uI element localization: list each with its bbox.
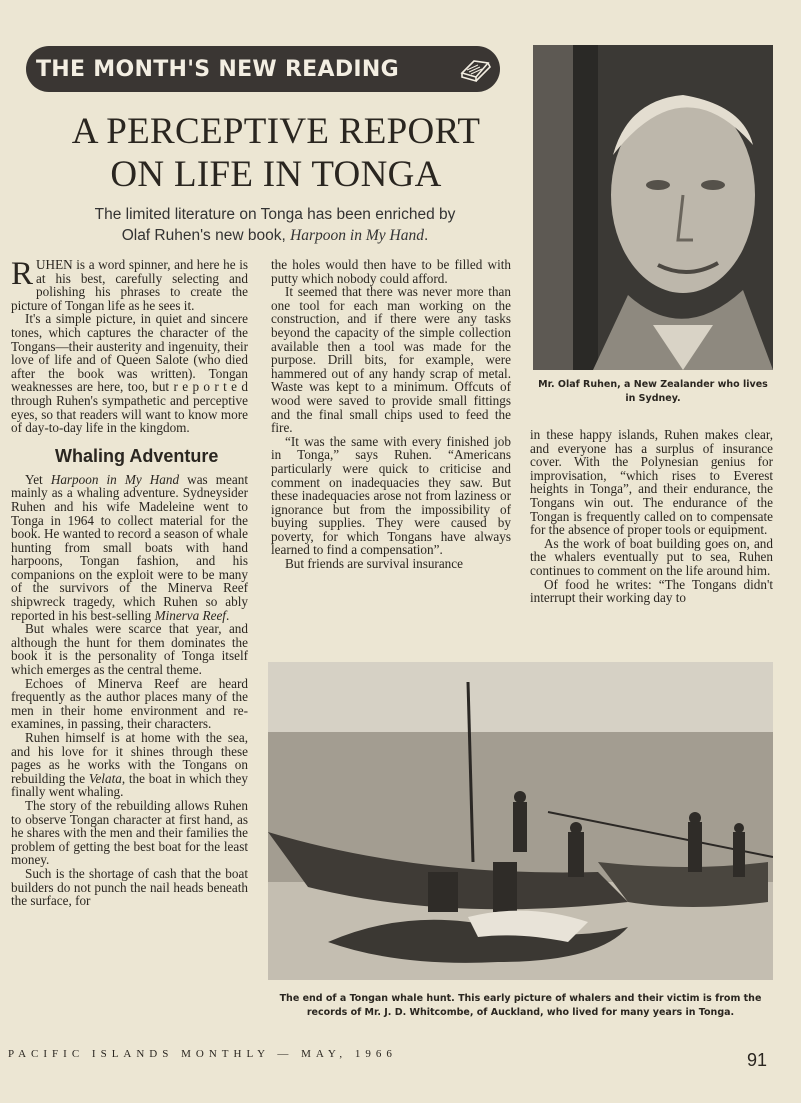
boat-name: Velata [88,770,122,786]
paragraph: the holes would then have to be filled with putty which nobody could afford. [271,257,511,286]
standfirst-text: Olaf Ruhen's new book, [121,227,291,244]
section-banner [26,46,500,92]
article-headline [26,110,526,196]
paragraph: Of food he writes: “The Tongans didn't interrupt their working day to [530,576,773,606]
paragraph: Echoes of Minerva Reef are heard frequently as the author places many of the men in their home environment and re-examines, in passing, their characters. [11,675,248,732]
book-title: Harpoon in My Hand [50,471,180,487]
paragraph-text: Yet [25,471,51,487]
paragraph: It's a simple picture, in quiet and sincere tones, which captures the character of the Tongans—their austerity and ingenuity, their love of life and of Queen Salote (who died after the book was written). Tongan weaknesses are here, too, but r e p o r t e d through Ruhen's sympathetic and perceptive eyes, so that readers will want to know more of day-to-day life in the kingdom. [11,311,248,436]
paragraph: It seemed that there was never more than one tool for each man working on the construction, and if there were any tasks beyond the capacity of the simple collection available then a tool was made for the purpose. Drill bits, for example, were hammered out of any handy scrap of metal. Waste was kept to a minimum. Offcuts of wood were saved to provide small fittings and the final small chips used to feed the fire. [271,284,511,436]
paragraph-text: , the boat in which they finally went whaling. [11,770,248,800]
standfirst-line-1: The limited literature on Tonga has been enriched by [94,206,456,223]
author-portrait-photo [533,45,773,370]
drop-cap: R [11,256,34,292]
article-column-2 [271,258,511,571]
paragraph-text: . [225,607,230,623]
whale-hunt-photo [268,662,773,980]
paragraph: But whales were scarce that year, and although the hunt for them dominates the book it is the personality of Tonga itself which emerges as the central theme. [11,621,248,678]
page-number: 91 [747,1050,768,1070]
paragraph [11,258,248,312]
book-title: Minerva Reef [154,607,226,623]
paragraph: in these happy islands, Ruhen makes clear, and everyone has a surplus of insurance cover. With the Polynesian genius for improvisation, “which rises to Everest heights in Tonga”, and their endurance, the Tongans win out. The endurance of the Tongan is frequently called on to compensate for the absence of proper tools or equipment. [530,427,773,538]
article-column-1 [11,258,248,908]
paragraph: Such is the shortage of cash that the boat builders do not punch the nail heads beneath the surface, for [11,865,248,909]
paragraph [11,473,248,623]
paragraph-text: Ruhen himself is at home with the sea, and his love for it shines through these pages as he works with the Tongans on rebuilding the [11,730,248,786]
headline-line-2: ON LIFE IN TONGA [110,154,442,195]
standfirst-end: . [423,227,429,244]
banner-title: THE MONTH'S NEW READING [36,56,399,82]
whale-hunt-caption: The end of a Tongan whale hunt. This early picture of whalers and their victim is from the records of Mr. J. D. Whitcombe, of Auckland, who lived for many years in Tonga. [279,993,762,1018]
paragraph: But friends are survival insurance [285,556,463,572]
paragraph [11,731,248,799]
page-footer: PACIFIC ISLANDS MONTHLY — MAY, 1966 [8,1048,397,1060]
portrait-caption: Mr. Olaf Ruhen, a New Zealander who lives in Sydney. [538,379,768,404]
open-book-icon [458,53,494,85]
standfirst-line-2 [40,225,510,246]
paragraph: As the work of boat building goes on, and the whalers eventually put to sea, Ruhen continues to comment on the life around him. [530,535,773,578]
paragraph: The story of the rebuilding allows Ruhen to observe Tongan character at first hand, as he shares with the men and their families the problem of getting the best boat for the least money. [11,797,248,868]
section-subheading: Whaling Adventure [55,445,219,466]
paragraph-text: UHEN is a word spinner, and here he is at his best, carefully selecting and polishing his phrases to create the picture of Tongan life as he sees it. [11,257,248,313]
paragraph-text: was meant mainly as a whaling adventure. Sydneysider Ruhen and his wife Madeleine went to Tonga in 1964 to collect material for the book. He wanted to record a season of whale hunting from small boats with hand harpoons, Tongan fashion, and his companions on the exploit were to be many of the survivors of the Minerva Reef shipwreck tragedy, which Ruhen so ably reported in his best-selling [11,471,248,623]
article-column-3 [530,428,773,605]
headline-line-1: A PERCEPTIVE REPORT [71,111,481,152]
book-title: Harpoon in My Hand [290,227,424,244]
article-standfirst [40,204,510,246]
paragraph: “It was the same with every finished job in Tonga,” says Ruhen. “Americans particularly were quick to criticise and comment on inadequacies they saw. But these inadequacies arose not from laziness or ignorance but from the impossibility of buying supplies. They were caused by poverty, for which Tongans have always learned to find a compensation”. [271,433,511,558]
